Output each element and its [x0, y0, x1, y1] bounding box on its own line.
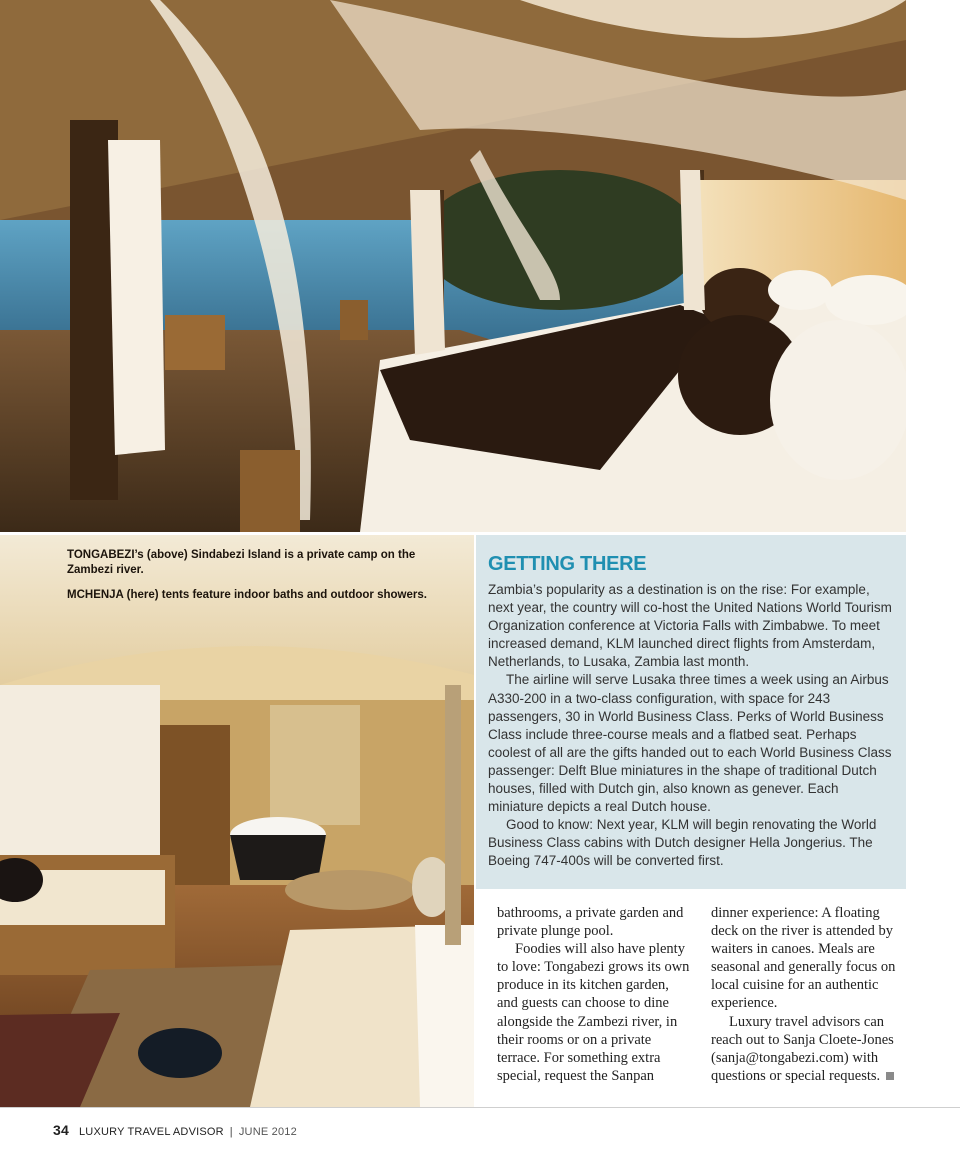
- article-final-text: Luxury travel advisors can reach out to Sanja Cloete-Jones (sanja@tongabezi.com) with questions or special requests.: [711, 1013, 894, 1084]
- hero-photo-river-bed: [0, 0, 906, 532]
- publication-name: LUXURY TRAVEL ADVISOR: [78, 1126, 224, 1138]
- getting-there-sidebar: [476, 535, 906, 889]
- article-paragraph: dinner experience: A floating deck on the river is attended by waiters in canoes. Meals are seasonal and generally focus on local cuisine for an authentic experience.: [711, 905, 896, 1012]
- footer-divider: [0, 1107, 960, 1108]
- photo-captions: [67, 548, 462, 613]
- caption-mchenja: MCHENJA (here) tents feature indoor baths and outdoor showers.: [67, 589, 427, 601]
- article-paragraph: bathrooms, a private garden and private plunge pool.: [497, 905, 684, 940]
- page-footer: [53, 1122, 297, 1138]
- footer-separator: |: [229, 1126, 233, 1138]
- issue-date: JUNE 2012: [238, 1126, 297, 1138]
- page-number: 34: [53, 1122, 69, 1138]
- tent-interior-photo: [0, 535, 474, 1107]
- article-paragraph: Foodies will also have plenty to love: Tongabezi grows its own produce in its kitchen garden, and guests can choose to dine alongside the Zambezi river, in their rooms or on a private terrace. For something extra special, request the Sanpan: [497, 941, 690, 1084]
- sidebar-paragraph-3: Good to know: Next year, KLM will begin renovating the World Business Class cabins with Dutch designer Hella Jongerius. The Boeing 747-400s will be converted first.: [488, 817, 877, 869]
- article-column-1: [497, 904, 693, 1085]
- sidebar-heading: GETTING THERE: [488, 553, 647, 575]
- article-column-2: [711, 904, 907, 1085]
- end-of-article-icon: [886, 1072, 894, 1080]
- article-paragraph-final: [711, 1013, 907, 1085]
- caption-tongabezi: TONGABEZI’s (above) Sindabezi Island is a private camp on the Zambezi river.: [67, 549, 416, 576]
- sidebar-paragraph-2: The airline will serve Lusaka three times a week using an Airbus A330-200 in a two-class configuration, with space for 243 passengers, 30 in World Business Class. Perks of World Business Class include three-course meals and a flatbed seat. Perhaps coolest of all are the gifts handed out to each World Business Class passenger: Delft Blue miniatures in the shape of traditional Dutch houses, filled with Dutch gin, also known as genever. Each miniature depicts a real Dutch house.: [488, 672, 892, 815]
- sidebar-paragraph-1: Zambia’s popularity as a destination is on the rise: For example, next year, the country will co-host the United Nations World Tourism Organization conference at Victoria Falls with Zimbabwe. To meet increased demand, KLM launched direct flights from Amsterdam, Netherlands, to Lusaka, Zambia last month.: [488, 582, 892, 670]
